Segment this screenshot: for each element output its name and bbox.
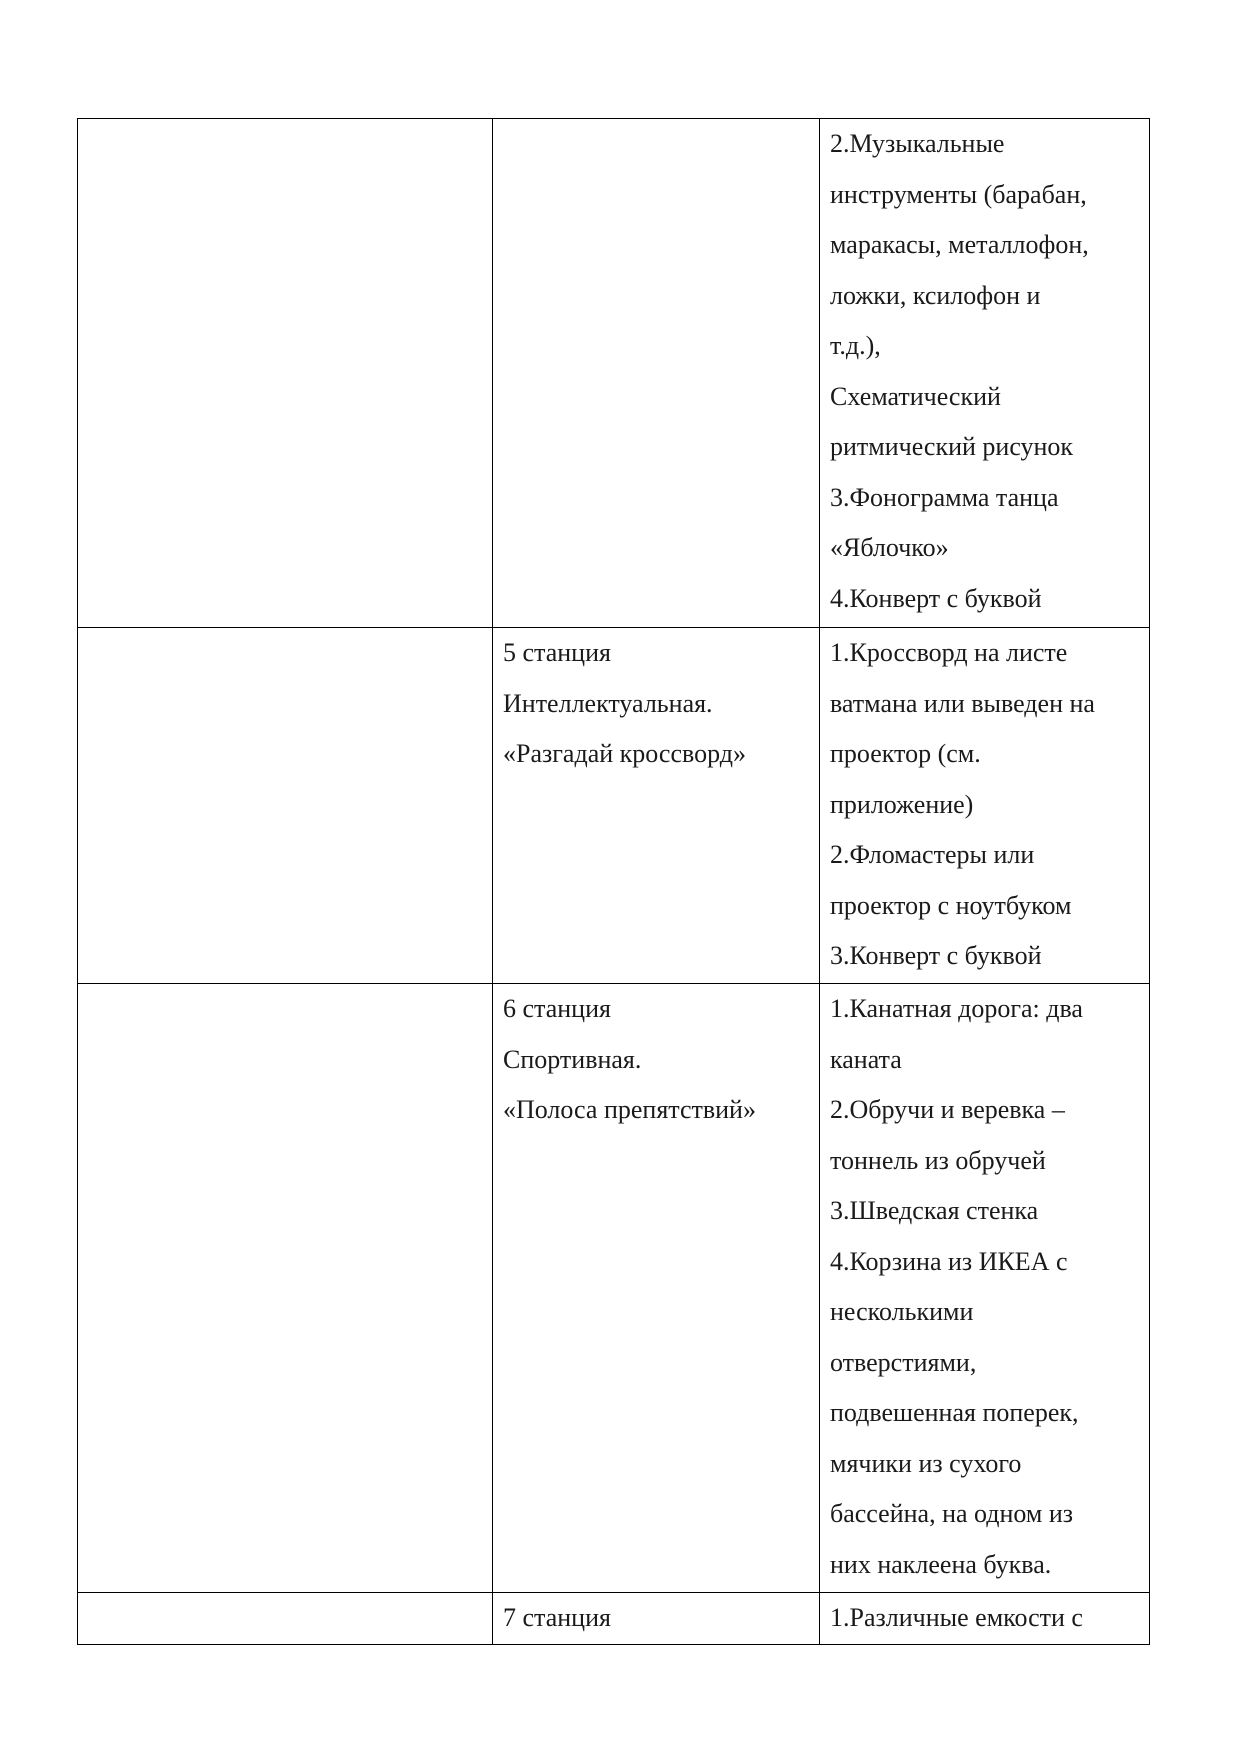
text-line: ложки, ксилофон и (830, 280, 1041, 310)
table-cell-equipment (820, 119, 1150, 628)
station-type: Спортивная. (503, 1044, 642, 1074)
table-cell-empty (78, 1593, 493, 1645)
text-line: ватмана или выведен на (830, 688, 1095, 718)
text-line: них наклеена буква. (830, 1549, 1052, 1579)
text-line: тоннель из обручей (830, 1145, 1046, 1175)
text-line: несколькими (830, 1297, 974, 1326)
text-line: 3.Шведская стенка (830, 1196, 1039, 1225)
table-row (78, 628, 1150, 984)
text-line: маракасы, металлофон, (830, 230, 1089, 259)
table-cell-empty (78, 984, 493, 1593)
table-cell-station (493, 984, 820, 1593)
text-line: проектор с ноутбуком (830, 890, 1072, 920)
table-row (78, 984, 1150, 1593)
text-line: бассейна, на одном из (830, 1499, 1074, 1528)
text-line: 3.Фонограмма танца (830, 482, 1059, 512)
text-line: 2.Фломастеры или (830, 840, 1035, 869)
table-cell-empty (78, 628, 493, 984)
table-row (78, 1593, 1150, 1645)
text-line: отверстиями, (830, 1347, 977, 1377)
text-line: инструменты (барабан, (830, 179, 1087, 209)
table-cell-empty (78, 119, 493, 628)
text-line: «Яблочко» (830, 533, 949, 562)
text-line: т.д.), (830, 331, 881, 360)
text-line: каната (830, 1044, 902, 1074)
table-cell-equipment (820, 628, 1150, 984)
text-line: 1.Различные емкости с (830, 1603, 1083, 1632)
table-cell-station (493, 119, 820, 628)
text-line: 4.Конверт с буквой (830, 583, 1042, 613)
text-line: мячики из сухого (830, 1448, 1022, 1478)
stations-table (77, 118, 1150, 1645)
text-line: 1.Канатная дорога: два (830, 994, 1083, 1023)
station-number: 5 станция (503, 638, 611, 667)
text-line: Схематический (830, 381, 1001, 411)
text-line: приложение) (830, 789, 974, 819)
table-cell-equipment (820, 1593, 1150, 1645)
text-line: подвешенная поперек, (830, 1398, 1079, 1427)
station-number: 6 станция (503, 994, 611, 1023)
station-title: «Полоса препятствий» (503, 1095, 756, 1124)
text-line: проектор (см. (830, 739, 981, 768)
text-line: 1.Кроссворд на листе (830, 638, 1068, 667)
text-line: 4.Корзина из ИКЕА с (830, 1246, 1068, 1276)
text-line: 2.Обручи и веревка – (830, 1095, 1065, 1124)
table-cell-equipment (820, 984, 1150, 1593)
table-cell-station (493, 628, 820, 984)
station-title: «Разгадай кроссворд» (503, 739, 747, 768)
station-type: Интеллектуальная. (503, 688, 713, 718)
table-cell-station (493, 1593, 820, 1645)
table-row (78, 119, 1150, 628)
text-line: 3.Конверт с буквой (830, 941, 1042, 970)
text-line: ритмический рисунок (830, 432, 1074, 461)
station-number: 7 станция (503, 1603, 611, 1632)
text-line: 2.Музыкальные (830, 129, 1005, 158)
